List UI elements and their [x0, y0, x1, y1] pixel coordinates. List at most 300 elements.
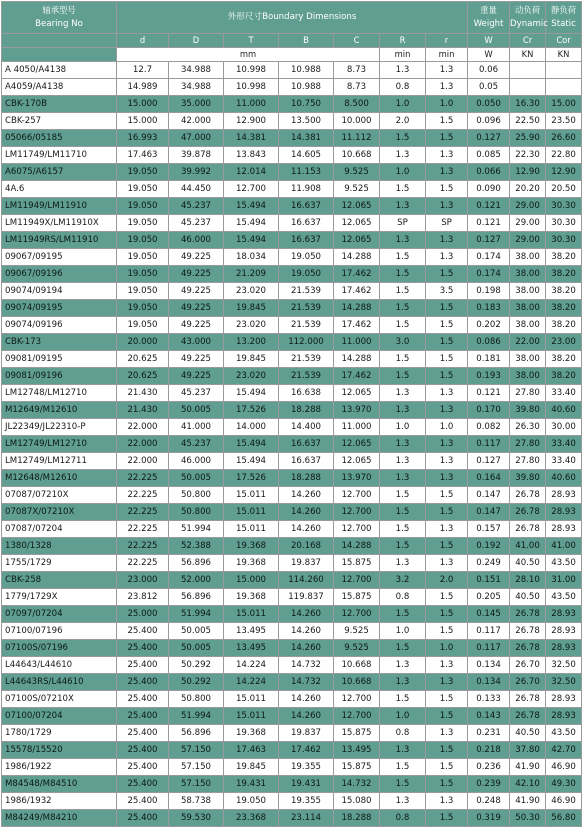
cell-D: 56.896	[169, 589, 224, 606]
cell-B: 19.050	[279, 266, 334, 283]
cell-D: 46.000	[169, 232, 224, 249]
cell-weight: 0.127	[468, 232, 510, 249]
cell-static-load: 31.00	[546, 572, 582, 589]
cell-B: 16.637	[279, 198, 334, 215]
bearing-spec-table	[1, 1, 582, 827]
cell-r: 1.3	[426, 62, 468, 79]
cell-d: 25.400	[117, 810, 169, 827]
cell-D: 43.000	[169, 334, 224, 351]
cell-B: 11.908	[279, 181, 334, 198]
cell-C: 14.288	[334, 351, 380, 368]
cell-static-load: 42.70	[546, 742, 582, 759]
cell-weight: 0.164	[468, 470, 510, 487]
cell-weight: 0.050	[468, 96, 510, 113]
cell-D: 49.225	[169, 283, 224, 300]
cell-dynamic-load: 26.30	[510, 419, 546, 436]
cell-d: 15.000	[117, 96, 169, 113]
cell-C: 12.065	[334, 198, 380, 215]
cell-T: 15.494	[224, 436, 279, 453]
cell-static-load: 28.93	[546, 487, 582, 504]
cell-D: 45.237	[169, 215, 224, 232]
cell-r: 1.3	[426, 470, 468, 487]
cell-d: 14.989	[117, 79, 169, 96]
table-row	[2, 385, 582, 402]
cell-static-load: 30.30	[546, 232, 582, 249]
cell-dynamic-load: 39.80	[510, 470, 546, 487]
cell-dynamic-load: 38.00	[510, 300, 546, 317]
cell-r: 1.0	[426, 640, 468, 657]
cell-static-load: 40.60	[546, 470, 582, 487]
cell-R: 1.5	[380, 249, 426, 266]
cell-weight: 0.127	[468, 130, 510, 147]
cell-d: 22.225	[117, 487, 169, 504]
cell-static-load: 28.93	[546, 623, 582, 640]
cell-r: 1.5	[426, 504, 468, 521]
cell-static-load: 41.00	[546, 538, 582, 555]
cell-bearing-no: 1380/1328	[2, 538, 117, 555]
cell-B: 14.260	[279, 640, 334, 657]
cell-T: 12.014	[224, 164, 279, 181]
cell-D: 51.994	[169, 521, 224, 538]
cell-static-load: 38.20	[546, 368, 582, 385]
cell-D: 50.005	[169, 623, 224, 640]
symbol-d: d	[117, 34, 169, 48]
cell-dynamic-load: 41.00	[510, 538, 546, 555]
cell-static-load: 15.00	[546, 96, 582, 113]
cell-B: 21.539	[279, 283, 334, 300]
cell-weight: 0.06	[468, 62, 510, 79]
cell-B: 23.114	[279, 810, 334, 827]
cell-static-load: 30.30	[546, 215, 582, 232]
table-row	[2, 538, 582, 555]
cell-R: 0.8	[380, 810, 426, 827]
table-row	[2, 232, 582, 249]
boundary-dimensions-header: 外形尺寸Boundary Dimensions	[117, 2, 468, 34]
cell-d: 19.050	[117, 215, 169, 232]
cell-r: 1.5	[426, 181, 468, 198]
cell-r: 1.5	[426, 776, 468, 793]
cell-weight: 0.117	[468, 623, 510, 640]
cell-static-load: 38.20	[546, 283, 582, 300]
cell-C: 14.288	[334, 300, 380, 317]
cell-T: 14.224	[224, 657, 279, 674]
cell-dynamic-load: 26.78	[510, 708, 546, 725]
cell-r: 1.5	[426, 266, 468, 283]
cell-R: 1.0	[380, 623, 426, 640]
table-row	[2, 776, 582, 793]
cell-C: 12.700	[334, 691, 380, 708]
cell-T: 19.431	[224, 776, 279, 793]
table-row	[2, 725, 582, 742]
table-row	[2, 436, 582, 453]
cell-T: 15.011	[224, 487, 279, 504]
cell-static-load: 20.50	[546, 181, 582, 198]
cell-T: 15.011	[224, 521, 279, 538]
cell-B: 14.605	[279, 147, 334, 164]
cell-r: 1.0	[426, 419, 468, 436]
cell-R: 1.0	[380, 96, 426, 113]
table-row	[2, 759, 582, 776]
cell-R: 1.5	[380, 130, 426, 147]
table-row	[2, 96, 582, 113]
cell-C: 13.495	[334, 742, 380, 759]
dynamic-load-header-en: Dynamic	[510, 19, 548, 29]
table-row	[2, 317, 582, 334]
cell-D: 50.005	[169, 470, 224, 487]
weight-header-en: Weight	[473, 19, 504, 29]
cell-T: 12.700	[224, 181, 279, 198]
table-row	[2, 487, 582, 504]
cell-weight: 0.145	[468, 606, 510, 623]
table-row	[2, 606, 582, 623]
cell-D: 49.225	[169, 300, 224, 317]
cell-T: 14.224	[224, 674, 279, 691]
cell-C: 12.065	[334, 436, 380, 453]
cell-D: 51.994	[169, 708, 224, 725]
cell-r: 3.5	[426, 283, 468, 300]
unit-cr: KN	[510, 48, 546, 62]
symbol-W: W	[468, 34, 510, 48]
cell-D: 47.000	[169, 130, 224, 147]
cell-dynamic-load	[510, 79, 546, 96]
cell-bearing-no: M84249/M84210	[2, 810, 117, 827]
cell-B: 10.750	[279, 96, 334, 113]
cell-R: 1.5	[380, 691, 426, 708]
cell-bearing-no: CBK-173	[2, 334, 117, 351]
cell-bearing-no: 1986/1922	[2, 759, 117, 776]
cell-r: 1.5	[426, 368, 468, 385]
cell-d: 25.400	[117, 640, 169, 657]
table-row	[2, 351, 582, 368]
cell-r: 1.5	[426, 113, 468, 130]
cell-dynamic-load: 27.80	[510, 436, 546, 453]
cell-d: 21.430	[117, 385, 169, 402]
cell-r: 1.3	[426, 725, 468, 742]
cell-C: 8.73	[334, 62, 380, 79]
table-row	[2, 504, 582, 521]
cell-B: 19.431	[279, 776, 334, 793]
cell-B: 14.260	[279, 504, 334, 521]
cell-d: 25.400	[117, 623, 169, 640]
cell-D: 50.800	[169, 691, 224, 708]
cell-dynamic-load: 16.30	[510, 96, 546, 113]
cell-R: 1.0	[380, 419, 426, 436]
cell-C: 12.700	[334, 504, 380, 521]
cell-dynamic-load: 29.00	[510, 198, 546, 215]
cell-dynamic-load: 38.00	[510, 283, 546, 300]
cell-B: 19.355	[279, 759, 334, 776]
symbol-C: C	[334, 34, 380, 48]
table-row	[2, 453, 582, 470]
cell-C: 18.288	[334, 810, 380, 827]
table-row	[2, 283, 582, 300]
table-row	[2, 164, 582, 181]
table-row	[2, 402, 582, 419]
cell-dynamic-load: 26.78	[510, 487, 546, 504]
cell-R: 1.3	[380, 555, 426, 572]
cell-r: 1.3	[426, 657, 468, 674]
cell-D: 39.992	[169, 164, 224, 181]
cell-bearing-no: 1780/1729	[2, 725, 117, 742]
cell-d: 20.625	[117, 351, 169, 368]
cell-static-load: 28.93	[546, 708, 582, 725]
cell-d: 22.225	[117, 470, 169, 487]
cell-R: 1.3	[380, 793, 426, 810]
cell-weight: 0.183	[468, 300, 510, 317]
cell-C: 15.875	[334, 555, 380, 572]
cell-bearing-no: LM11949/LM11910	[2, 198, 117, 215]
cell-C: 12.700	[334, 521, 380, 538]
cell-dynamic-load: 50.30	[510, 810, 546, 827]
cell-R: 1.3	[380, 385, 426, 402]
cell-R: 1.5	[380, 181, 426, 198]
cell-B: 10.988	[279, 79, 334, 96]
symbol-R: R	[380, 34, 426, 48]
cell-T: 23.020	[224, 368, 279, 385]
cell-T: 17.526	[224, 402, 279, 419]
cell-d: 25.400	[117, 725, 169, 742]
cell-B: 14.260	[279, 691, 334, 708]
cell-r: 1.5	[426, 589, 468, 606]
cell-T: 15.494	[224, 215, 279, 232]
cell-C: 15.875	[334, 725, 380, 742]
table-row	[2, 334, 582, 351]
cell-dynamic-load: 38.00	[510, 266, 546, 283]
static-load-header	[546, 2, 582, 34]
cell-d: 25.400	[117, 691, 169, 708]
cell-T: 19.368	[224, 538, 279, 555]
cell-weight: 0.134	[468, 674, 510, 691]
cell-T: 19.050	[224, 793, 279, 810]
cell-R: 1.3	[380, 436, 426, 453]
cell-T: 15.494	[224, 453, 279, 470]
cell-B: 19.837	[279, 725, 334, 742]
cell-dynamic-load: 41.90	[510, 793, 546, 810]
cell-bearing-no: 1986/1932	[2, 793, 117, 810]
unit-r1: min	[380, 48, 426, 62]
cell-weight: 0.085	[468, 147, 510, 164]
cell-d: 23.812	[117, 589, 169, 606]
cell-dynamic-load: 29.00	[510, 215, 546, 232]
table-row	[2, 657, 582, 674]
cell-dynamic-load: 27.80	[510, 385, 546, 402]
cell-C: 14.288	[334, 249, 380, 266]
cell-C: 12.065	[334, 385, 380, 402]
cell-T: 18.034	[224, 249, 279, 266]
cell-d: 25.000	[117, 606, 169, 623]
cell-T: 23.020	[224, 283, 279, 300]
table-row	[2, 521, 582, 538]
cell-static-load: 22.80	[546, 147, 582, 164]
cell-d: 19.050	[117, 283, 169, 300]
cell-static-load: 28.93	[546, 606, 582, 623]
cell-C: 15.875	[334, 589, 380, 606]
cell-B: 114.260	[279, 572, 334, 589]
cell-T: 19.368	[224, 589, 279, 606]
cell-D: 45.237	[169, 436, 224, 453]
cell-d: 25.400	[117, 657, 169, 674]
table-row	[2, 640, 582, 657]
cell-R: 3.0	[380, 334, 426, 351]
cell-D: 51.994	[169, 606, 224, 623]
cell-r: 2.0	[426, 572, 468, 589]
cell-weight: 0.066	[468, 164, 510, 181]
cell-static-load: 12.90	[546, 164, 582, 181]
cell-d: 20.000	[117, 334, 169, 351]
cell-dynamic-load: 38.00	[510, 317, 546, 334]
cell-dynamic-load: 26.78	[510, 504, 546, 521]
cell-B: 21.539	[279, 351, 334, 368]
cell-bearing-no: 07087/07204	[2, 521, 117, 538]
cell-T: 15.011	[224, 708, 279, 725]
cell-R: 1.5	[380, 266, 426, 283]
cell-dynamic-load: 22.30	[510, 147, 546, 164]
cell-C: 15.875	[334, 759, 380, 776]
cell-r: 1.3	[426, 79, 468, 96]
cell-dynamic-load: 26.78	[510, 521, 546, 538]
symbol-Cor: Cor	[546, 34, 582, 48]
cell-R: 1.3	[380, 402, 426, 419]
cell-bearing-no: 07100/07196	[2, 623, 117, 640]
cell-B: 18.288	[279, 470, 334, 487]
cell-bearing-no: 09074/09194	[2, 283, 117, 300]
cell-C: 15.080	[334, 793, 380, 810]
cell-weight: 0.117	[468, 436, 510, 453]
cell-weight: 0.157	[468, 521, 510, 538]
cell-dynamic-load: 40.50	[510, 589, 546, 606]
cell-T: 13.495	[224, 640, 279, 657]
cell-weight: 0.082	[468, 419, 510, 436]
cell-static-load	[546, 62, 582, 79]
cell-R: 1.5	[380, 300, 426, 317]
cell-dynamic-load: 29.00	[510, 232, 546, 249]
cell-d: 20.625	[117, 368, 169, 385]
table-row	[2, 708, 582, 725]
cell-R: 1.5	[380, 487, 426, 504]
cell-D: 44.450	[169, 181, 224, 198]
cell-static-load: 33.40	[546, 453, 582, 470]
cell-d: 22.000	[117, 436, 169, 453]
cell-R: 1.5	[380, 521, 426, 538]
cell-bearing-no: LM12749/LM12711	[2, 453, 117, 470]
cell-D: 56.896	[169, 555, 224, 572]
cell-weight: 0.121	[468, 198, 510, 215]
cell-static-load: 56.80	[546, 810, 582, 827]
cell-r: 1.5	[426, 742, 468, 759]
cell-bearing-no: 09067/09195	[2, 249, 117, 266]
cell-d: 19.050	[117, 164, 169, 181]
cell-static-load: 30.00	[546, 419, 582, 436]
cell-B: 20.168	[279, 538, 334, 555]
cell-r: 1.3	[426, 232, 468, 249]
cell-C: 12.700	[334, 606, 380, 623]
cell-bearing-no: M84548/M84510	[2, 776, 117, 793]
cell-r: 1.5	[426, 130, 468, 147]
cell-D: 42.000	[169, 113, 224, 130]
cell-R: 1.3	[380, 198, 426, 215]
cell-r: 1.0	[426, 96, 468, 113]
cell-d: 15.000	[117, 113, 169, 130]
cell-bearing-no: L44643RS/L44610	[2, 674, 117, 691]
table-row	[2, 300, 582, 317]
cell-r: 1.3	[426, 385, 468, 402]
cell-static-load: 28.93	[546, 691, 582, 708]
cell-static-load: 43.50	[546, 725, 582, 742]
cell-dynamic-load: 12.90	[510, 164, 546, 181]
cell-static-load	[546, 79, 582, 96]
cell-r: 1.3	[426, 453, 468, 470]
cell-weight: 0.192	[468, 538, 510, 555]
cell-D: 49.225	[169, 368, 224, 385]
cell-bearing-no: L44643/L44610	[2, 657, 117, 674]
cell-weight: 0.248	[468, 793, 510, 810]
cell-d: 19.050	[117, 181, 169, 198]
cell-C: 9.525	[334, 640, 380, 657]
cell-weight: 0.319	[468, 810, 510, 827]
cell-B: 21.539	[279, 368, 334, 385]
cell-weight: 0.249	[468, 555, 510, 572]
table-row	[2, 215, 582, 232]
cell-bearing-no: A 4050/A4138	[2, 62, 117, 79]
table-row	[2, 674, 582, 691]
cell-bearing-no: 09081/09196	[2, 368, 117, 385]
cell-dynamic-load: 28.10	[510, 572, 546, 589]
cell-D: 50.292	[169, 674, 224, 691]
cell-bearing-no: 07100/07204	[2, 708, 117, 725]
cell-bearing-no: 07100S/07196	[2, 640, 117, 657]
cell-B: 112.000	[279, 334, 334, 351]
cell-dynamic-load: 22.50	[510, 113, 546, 130]
cell-T: 15.011	[224, 691, 279, 708]
cell-bearing-no: JL22349/JL22310-P	[2, 419, 117, 436]
cell-r: 1.3	[426, 147, 468, 164]
cell-R: 0.8	[380, 725, 426, 742]
cell-static-load: 43.50	[546, 589, 582, 606]
cell-dynamic-load: 20.20	[510, 181, 546, 198]
cell-bearing-no: 09074/09195	[2, 300, 117, 317]
bearing-rows	[2, 62, 582, 827]
table-row	[2, 198, 582, 215]
cell-dynamic-load: 27.80	[510, 453, 546, 470]
cell-bearing-no: LM12749/LM12710	[2, 436, 117, 453]
cell-D: 49.225	[169, 351, 224, 368]
cell-weight: 0.170	[468, 402, 510, 419]
cell-static-load: 38.20	[546, 266, 582, 283]
cell-weight: 0.218	[468, 742, 510, 759]
unit-mm: mm	[117, 48, 380, 62]
cell-d: 19.050	[117, 266, 169, 283]
table-row	[2, 249, 582, 266]
cell-r: 1.5	[426, 300, 468, 317]
cell-r: 1.5	[426, 334, 468, 351]
header-row-symbols	[2, 34, 582, 48]
symbol-B: B	[279, 34, 334, 48]
static-load-header-cn: 静负荷	[550, 5, 577, 15]
cell-d: 25.400	[117, 674, 169, 691]
cell-bearing-no: M12648/M12610	[2, 470, 117, 487]
cell-T: 14.381	[224, 130, 279, 147]
cell-weight: 0.231	[468, 725, 510, 742]
cell-r: 1.3	[426, 521, 468, 538]
cell-R: 1.3	[380, 657, 426, 674]
cell-r: 1.5	[426, 351, 468, 368]
cell-C: 12.700	[334, 708, 380, 725]
cell-static-load: 32.50	[546, 657, 582, 674]
weight-header-cn: 重量	[480, 5, 497, 15]
cell-T: 15.011	[224, 606, 279, 623]
cell-C: 17.462	[334, 317, 380, 334]
cell-dynamic-load: 37.80	[510, 742, 546, 759]
